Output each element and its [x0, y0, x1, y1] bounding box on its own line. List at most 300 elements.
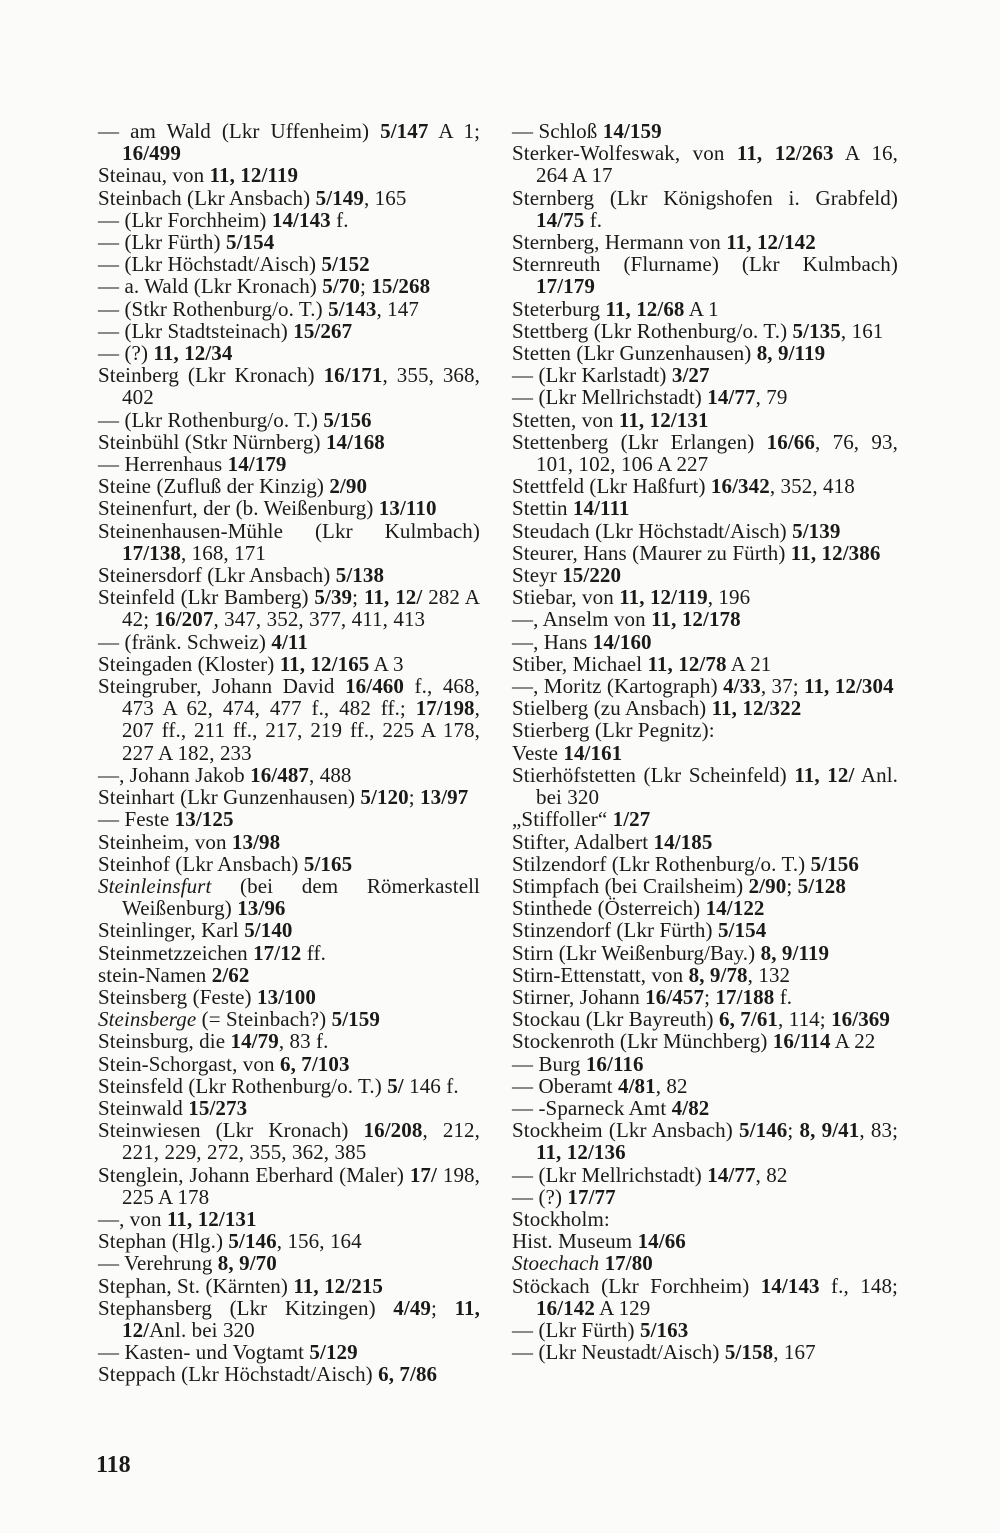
entry-text: Stockholm: [512, 1206, 610, 1231]
entry-text: Stockheim (Lkr Ansbach) [512, 1118, 740, 1143]
entry-reference: 5/139 [792, 518, 841, 543]
entry-text: — (Lkr Höchstadt/Aisch) [98, 252, 322, 277]
entry-text: — (Lkr Mellrichstadt) [512, 385, 708, 410]
entry-reference: 5/39 [314, 585, 353, 610]
entry-reference: 5/152 [321, 252, 370, 277]
entry-text: Stettenberg (Lkr Erlangen) [512, 429, 767, 454]
entry-reference: 4/33 [723, 674, 761, 699]
index-entry [512, 653, 898, 675]
entry-text: Stein-Schorgast, von [98, 1051, 280, 1076]
entry-reference: 13/100 [257, 984, 316, 1009]
entry-reference: 4/49 [393, 1295, 432, 1320]
entry-text: , 488 [309, 762, 352, 787]
entry-reference: 15/268 [371, 274, 431, 299]
entry-reference: 11, 12/ [363, 585, 423, 610]
index-entry [98, 586, 480, 630]
entry-text: Steinmetzzeichen [98, 940, 254, 965]
entry-text: — -Sparneck Amt [512, 1095, 672, 1120]
entry-text: Steinenhausen-Mühle (Lkr Kulmbach) [98, 518, 480, 543]
index-entry [98, 164, 480, 186]
index-entry [98, 675, 480, 764]
index-entry [98, 853, 480, 875]
index-entry [98, 231, 480, 253]
entry-text: — (Lkr Mellrichstadt) [512, 1162, 708, 1187]
index-entry [512, 120, 898, 142]
entry-text: ff. [301, 940, 326, 965]
entry-reference: 15/273 [188, 1095, 248, 1120]
entry-text: 146 f. [403, 1073, 459, 1098]
index-entry [98, 631, 480, 653]
index-entry [512, 187, 898, 231]
entry-text: Hist. Museum [512, 1229, 638, 1254]
index-entry [512, 964, 898, 986]
entry-reference: 14/111 [572, 496, 630, 521]
index-entry [512, 675, 898, 697]
entry-reference: 14/160 [592, 629, 652, 654]
entry-reference: 16/208 [363, 1118, 423, 1143]
entry-text: Stettberg (Lkr Rothenburg/o. T.) [512, 318, 793, 343]
entry-reference: 11, 12/304 [804, 674, 894, 699]
entry-reference: 16/369 [831, 1007, 890, 1032]
entry-reference: 17/ [409, 1162, 437, 1187]
entry-reference: 14/168 [325, 429, 385, 454]
entry-reference: 13/98 [231, 829, 281, 854]
index-entry [512, 497, 898, 519]
index-entry [98, 808, 480, 830]
index-entry [98, 986, 480, 1008]
index-entry [512, 697, 898, 719]
entry-reference: 16/66 [766, 429, 815, 454]
entry-reference: 2/62 [211, 962, 250, 987]
entry-text: , 132 [747, 962, 791, 987]
entry-reference: 15/267 [293, 318, 353, 343]
index-entry [98, 1097, 480, 1119]
entry-reference: 13/110 [378, 496, 437, 521]
entry-text: — (Lkr Fürth) [98, 230, 226, 255]
entry-text: , 196 [707, 585, 751, 610]
index-entry [98, 1363, 480, 1385]
index-entry [512, 1186, 898, 1208]
index-entry [512, 1208, 898, 1230]
entry-text: Steurer, Hans (Maurer zu Fürth) [512, 540, 791, 565]
entry-reference: 14/143 [760, 1273, 820, 1298]
entry-text: Stierberg (Lkr Pegnitz): [512, 718, 715, 743]
entry-text: , 156, 164 [276, 1229, 362, 1254]
entry-reference: 5/ [387, 1073, 404, 1098]
entry-reference: 11, 12/263 [736, 141, 834, 166]
entry-reference: 5/140 [244, 918, 293, 943]
entry-italic-term: Steinleinsfurt [98, 873, 212, 898]
entry-reference: 3/27 [671, 363, 710, 388]
entry-text: Steinwiesen (Lkr Kronach) [98, 1118, 364, 1143]
entry-reference: 16/499 [122, 141, 181, 166]
entry-text: ; [787, 1118, 800, 1143]
entry-text: Stinthede (Österreich) [512, 896, 706, 921]
entry-reference: 11, 12/78 [647, 651, 727, 676]
entry-text: , 83 f. [278, 1029, 329, 1054]
entry-text: , 37; [760, 674, 805, 699]
entry-reference: 11, 12/178 [651, 607, 741, 632]
index-entry [98, 298, 480, 320]
entry-reference: 16/114 [772, 1029, 831, 1054]
entry-text: Stephan, St. (Kärnten) [98, 1273, 294, 1298]
entry-reference: 11, 12/119 [209, 163, 299, 188]
index-entry [512, 253, 898, 297]
index-entry [98, 1252, 480, 1274]
entry-text: ; [431, 1295, 455, 1320]
entry-reference: 16/207 [154, 607, 214, 632]
index-entry [98, 831, 480, 853]
entry-reference: 5/128 [797, 873, 846, 898]
entry-reference: 8, 9/70 [217, 1251, 277, 1276]
entry-reference: 14/159 [602, 119, 662, 143]
entry-text: Stirn (Lkr Weißenburg/Bay.) [512, 940, 761, 965]
entry-reference: 16/342 [710, 474, 770, 499]
entry-text: , 167 [773, 1340, 816, 1365]
index-entry [512, 320, 898, 342]
entry-text: — Herrenhaus [98, 452, 228, 477]
entry-text: Steinsburg, die [98, 1029, 231, 1054]
entry-text: ; [352, 585, 364, 610]
entry-text: Stetten (Lkr Gunzenhausen) [512, 341, 757, 366]
entry-reference: 15/220 [562, 563, 622, 588]
entry-reference: 11, 12/119 [619, 585, 708, 610]
entry-text: 198, 225 A 178 [122, 1162, 481, 1209]
entry-reference: 14/122 [705, 896, 765, 921]
entry-reference: 5/158 [724, 1340, 774, 1365]
entry-text: Sternberg, Hermann von [512, 230, 727, 255]
index-entry [98, 497, 480, 519]
entry-reference: 5/165 [303, 851, 353, 876]
index-entry [512, 431, 898, 475]
entry-reference: 11, 12/136 [536, 1140, 626, 1165]
index-entry [512, 831, 898, 853]
entry-text: Stephan (Hlg.) [98, 1229, 229, 1254]
index-entry [98, 520, 480, 564]
entry-text: Stierhöfstetten (Lkr Scheinfeld) [512, 762, 795, 787]
index-entry [98, 919, 480, 941]
index-entry [512, 142, 898, 186]
entry-text: , 355, 368, 402 [122, 363, 480, 410]
entry-text: (bei dem Römerkastell Weißenburg) [122, 873, 480, 921]
index-entry [512, 1097, 898, 1119]
index-entry [512, 608, 898, 630]
entry-text: Steyr [512, 563, 563, 588]
index-entry [98, 764, 480, 786]
index-entry [98, 409, 480, 431]
entry-text: Stockenroth (Lkr Münchberg) [512, 1029, 773, 1054]
entry-reference: 17/188 [715, 984, 775, 1009]
entry-reference: 11, 12/142 [726, 230, 816, 255]
index-entry [512, 1252, 898, 1274]
entry-reference: 14/161 [563, 740, 623, 765]
entry-text: — am Wald (Lkr Uffenheim) [98, 119, 381, 143]
entry-text: Steine (Zufluß der Kinzig) [98, 474, 330, 499]
entry-text: Steinbühl (Stkr Nürnberg) [98, 429, 326, 454]
entry-text: Steinenfurt, der (b. Weißenburg) [98, 496, 379, 521]
entry-text: — Verehrung [98, 1251, 218, 1276]
entry-reference: 4/81 [617, 1073, 656, 1098]
entry-text: Stetten, von [512, 407, 619, 432]
index-entry [512, 298, 898, 320]
entry-reference: 14/75 [536, 207, 585, 232]
entry-text: Steinwald [98, 1095, 189, 1120]
index-entry [512, 342, 898, 364]
entry-text: Steingaden (Kloster) [98, 651, 280, 676]
index-entry [98, 1297, 480, 1341]
entry-reference: 13/97 [420, 785, 469, 810]
entry-text: , 79 [755, 385, 788, 410]
entry-text: Stirner, Johann [512, 984, 646, 1009]
entry-text: — Kasten- und Vogtamt [98, 1340, 310, 1365]
entry-reference: 17/138 [122, 540, 181, 565]
entry-text: Stirn-Ettenstatt, von [512, 962, 689, 987]
entry-text: —, Hans [512, 629, 593, 654]
index-entry [512, 897, 898, 919]
entry-italic-term: Steinsberge [98, 1007, 197, 1032]
entry-reference: 4/11 [271, 629, 308, 654]
entry-text: , 212, 221, 229, 272, 355, 362, 385 [122, 1118, 480, 1165]
entry-text: — (fränk. Schweiz) [98, 629, 272, 654]
entry-text: — Oberamt [512, 1073, 618, 1098]
page-number: 118 [96, 1452, 131, 1478]
entry-reference: 14/77 [707, 385, 756, 410]
entry-text: f. [584, 207, 603, 232]
entry-reference: 17/80 [604, 1251, 653, 1276]
entry-reference: 5/156 [323, 407, 372, 432]
entry-text: f., 148; [819, 1273, 898, 1298]
entry-reference: 11, 12/131 [618, 407, 709, 432]
index-entry [98, 320, 480, 342]
entry-text: ; [786, 873, 798, 898]
index-entry [98, 1008, 480, 1030]
entry-reference: 2/90 [329, 474, 368, 499]
entry-reference: 6, 7/103 [279, 1051, 350, 1076]
entry-text: f., 468, 473 A 62, 474, 477 f., 482 ff.; [122, 674, 480, 721]
entry-reference: 5/154 [225, 230, 275, 255]
entry-text: f. [330, 207, 349, 232]
entry-text: Sternberg (Lkr Königshofen i. Grabfeld) [512, 185, 898, 210]
entry-reference: 8, 9/78 [688, 962, 748, 987]
index-entry [98, 209, 480, 231]
index-entry [98, 475, 480, 497]
index-entry [98, 1230, 480, 1252]
entry-text: Stenglein, Johann Eberhard (Maler) [98, 1162, 410, 1187]
entry-text: Stielberg (zu Ansbach) [512, 696, 712, 721]
index-entry [98, 875, 480, 919]
index-entry [512, 520, 898, 542]
index-entry [98, 1075, 480, 1097]
entry-reference: 16/171 [323, 363, 383, 388]
index-entry [98, 964, 480, 986]
entry-reference: 5/135 [792, 318, 841, 343]
index-entry [98, 431, 480, 453]
index-entry [512, 564, 898, 586]
entry-reference: 17/12 [253, 940, 302, 965]
entry-reference: 14/77 [707, 1162, 756, 1187]
entry-reference: 11, 12/215 [293, 1273, 384, 1298]
entry-text: Steinberg (Lkr Kronach) [98, 363, 324, 388]
entry-text: — (Lkr Stadtsteinach) [98, 318, 294, 343]
index-entry [512, 1319, 898, 1341]
index-entry [512, 364, 898, 386]
index-entry [98, 1053, 480, 1075]
entry-reference: 16/460 [345, 674, 404, 699]
entry-text: 282 A 42; [122, 585, 480, 632]
entry-text: , 147 [376, 296, 419, 321]
entry-text: A 16, 264 A 17 [536, 141, 898, 188]
entry-text: ; [704, 984, 716, 1009]
entry-text: —, Moritz (Kartograph) [512, 674, 724, 699]
entry-reference: 14/66 [637, 1229, 686, 1254]
entry-text: Steinsfeld (Lkr Rothenburg/o. T.) [98, 1073, 388, 1098]
entry-text: — (?) [512, 1184, 568, 1209]
entry-text: Steinau, von [98, 163, 210, 188]
index-entry [98, 564, 480, 586]
index-entry [512, 386, 898, 408]
entry-text: , 161 [840, 318, 884, 343]
entry-text: Stilzendorf (Lkr Rothenburg/o. T.) [512, 851, 811, 876]
entry-text: Stettin [512, 496, 573, 521]
entry-reference: 5/146 [228, 1229, 277, 1254]
entry-text: —, von [98, 1206, 167, 1231]
index-entry [512, 764, 898, 808]
entry-text: Steudach (Lkr Höchstadt/Aisch) [512, 518, 793, 543]
index-entry [512, 1341, 898, 1363]
entry-reference: 11, 12/ [122, 1295, 480, 1342]
entry-text: — Feste [98, 807, 175, 832]
entry-reference: 11, 12/34 [153, 341, 233, 366]
entry-reference: 13/125 [174, 807, 234, 832]
index-entry [512, 853, 898, 875]
entry-reference: 4/82 [671, 1095, 710, 1120]
entry-reference: 8, 9/119 [756, 341, 826, 366]
index-entry [512, 1053, 898, 1075]
index-entry [512, 409, 898, 431]
index-entry [98, 786, 480, 808]
entry-text: Stimpfach (bei Crailsheim) [512, 873, 749, 898]
entry-italic-term: Stoechach [512, 1251, 600, 1276]
index-entry [98, 942, 480, 964]
entry-text: A 129 [594, 1295, 651, 1320]
entry-reference: 14/79 [230, 1029, 279, 1054]
entry-reference: 5/143 [328, 296, 377, 321]
entry-reference: 16/142 [536, 1295, 595, 1320]
entry-reference: 5/120 [360, 785, 409, 810]
entry-text: , 168, 171 [180, 540, 266, 565]
entry-reference: 8, 9/41 [799, 1118, 860, 1143]
entry-text: — (Lkr Fürth) [512, 1317, 640, 1342]
index-column-right [512, 120, 898, 1363]
index-entry [98, 364, 480, 408]
entry-text: Steinhart (Lkr Gunzenhausen) [98, 785, 361, 810]
entry-text: Steterburg [512, 296, 606, 321]
entry-text: Steinsberg (Feste) [98, 984, 257, 1009]
index-column-left [98, 120, 480, 1386]
entry-text: , 82 [655, 1073, 688, 1098]
entry-text: A 1; [428, 119, 480, 143]
index-entry [98, 1030, 480, 1052]
entry-text: stein-Namen [98, 962, 212, 987]
entry-text: Steinheim, von [98, 829, 232, 854]
index-entry [512, 742, 898, 764]
entry-text: Steinhof (Lkr Ansbach) [98, 851, 304, 876]
entry-text: Steinfeld (Lkr Bamberg) [98, 585, 315, 610]
index-entry [512, 1275, 898, 1319]
entry-text: ; [360, 274, 372, 299]
entry-reference: 5/154 [717, 918, 767, 943]
entry-text: , 114; [778, 1007, 832, 1032]
entry-reference: 6, 7/86 [378, 1362, 438, 1387]
index-entry [98, 253, 480, 275]
entry-reference: 11, 12/131 [166, 1206, 257, 1231]
entry-reference: 1/27 [612, 807, 651, 832]
index-entry [98, 653, 480, 675]
index-entry [512, 919, 898, 941]
index-entry [512, 1008, 898, 1030]
entry-reference: 16/457 [645, 984, 705, 1009]
entry-reference: 5/146 [739, 1118, 788, 1143]
entry-text: Veste [512, 740, 564, 765]
entry-text: — (?) [98, 341, 154, 366]
index-entry [512, 808, 898, 830]
entry-text: Stephansberg (Lkr Kitzingen) [98, 1295, 394, 1320]
entry-reference: 11, 12/322 [711, 696, 802, 721]
entry-text: Stifter, Adalbert [512, 829, 654, 854]
entry-reference: 17/179 [536, 274, 595, 299]
index-entry [98, 453, 480, 475]
entry-text: — (Lkr Forchheim) [98, 207, 272, 232]
entry-reference: 14/143 [271, 207, 331, 232]
entry-reference: 16/487 [250, 762, 310, 787]
entry-reference: 6, 7/61 [719, 1007, 779, 1032]
entry-reference: 11, 12/386 [790, 540, 881, 565]
entry-text: A 3 [369, 651, 404, 676]
entry-text: , 352, 418 [769, 474, 855, 499]
index-entry [512, 1075, 898, 1097]
entry-text: — (Lkr Rothenburg/o. T.) [98, 407, 324, 432]
index-entry [98, 1164, 480, 1208]
entry-text: — a. Wald (Lkr Kronach) [98, 274, 323, 299]
entry-text: — (Lkr Neustadt/Aisch) [512, 1340, 725, 1365]
entry-reference: 17/77 [567, 1184, 616, 1209]
entry-reference: 5/70 [322, 274, 360, 299]
entry-reference: 11, 12/165 [279, 651, 370, 676]
index-entry [512, 986, 898, 1008]
entry-text: , 76, 93, 101, 102, 106 A 227 [536, 429, 898, 477]
entry-text: —, Anselm von [512, 607, 652, 632]
index-entry [98, 1208, 480, 1230]
index-entry [512, 719, 898, 741]
entry-text: , 82 [755, 1162, 788, 1187]
entry-text: — (Lkr Karlstadt) [512, 363, 672, 388]
entry-reference: 2/90 [748, 873, 787, 898]
entry-text: , 207 ff., 211 ff., 217, 219 ff., 225 A 178, 227 A 182, 233 [122, 696, 480, 765]
index-entry [512, 875, 898, 897]
entry-text: (= Steinbach?) [196, 1007, 332, 1032]
index-entry [512, 1119, 898, 1163]
entry-text: — Schloß [512, 119, 603, 143]
entry-text: ; [408, 785, 421, 810]
index-entry [98, 120, 480, 164]
entry-reference: 14/185 [653, 829, 713, 854]
index-entry [512, 942, 898, 964]
entry-text: Sternreuth (Flurname) (Lkr Kulmbach) [512, 252, 898, 277]
entry-text: Stinzendorf (Lkr Fürth) [512, 918, 718, 943]
entry-text: , 165 [363, 185, 407, 210]
entry-text: Anl. bei 320 [536, 762, 898, 810]
entry-text: A 21 [726, 651, 772, 676]
